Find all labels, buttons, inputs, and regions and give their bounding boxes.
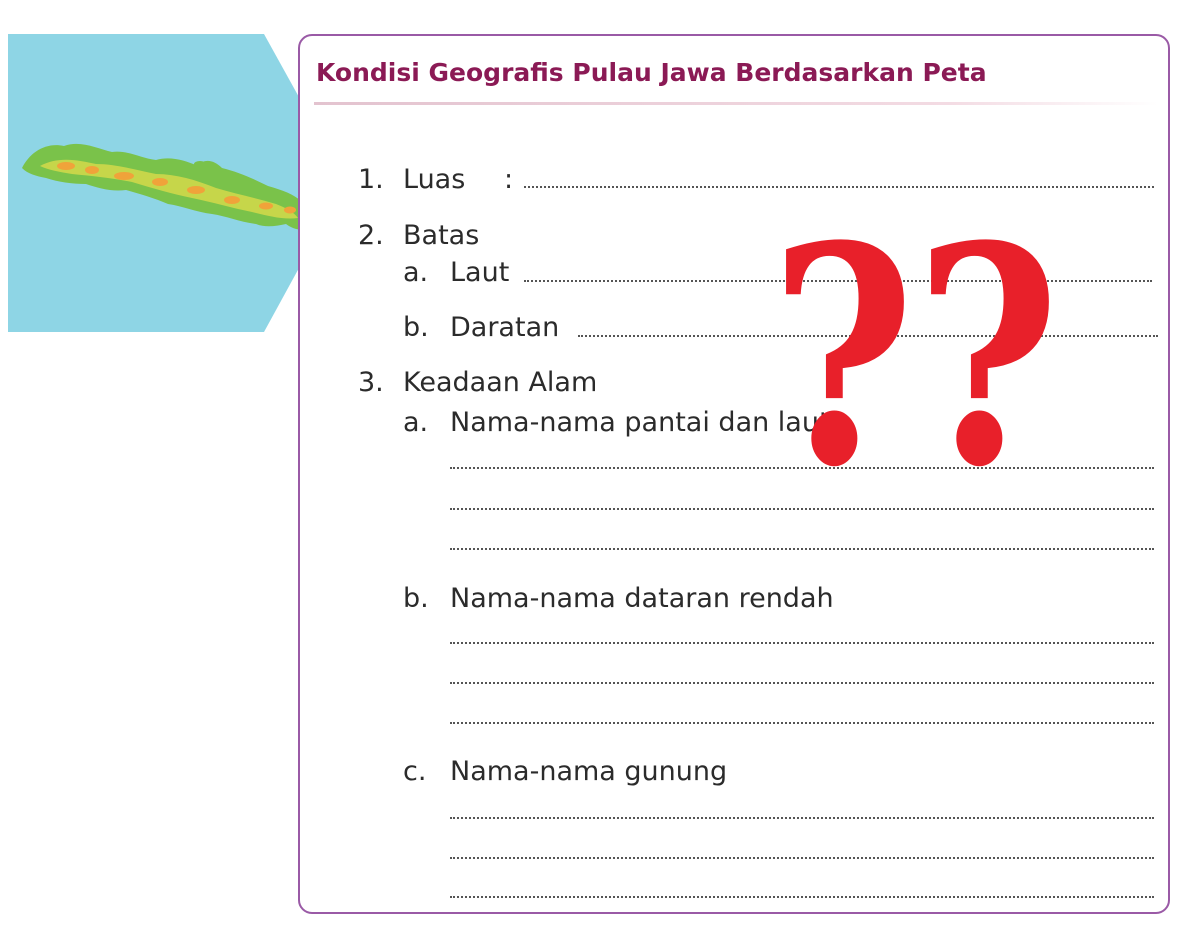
pantai-answer-line[interactable] <box>450 548 1154 550</box>
gunung-answer-line[interactable] <box>450 896 1154 898</box>
item-3-number: 3. <box>358 367 384 398</box>
item-keadaan-alam-label: Keadaan Alam <box>403 367 598 398</box>
item-2-number: 2. <box>358 220 384 251</box>
dataran-answer-line[interactable] <box>450 682 1154 684</box>
item-pantai-label: Nama-nama pantai dan laut <box>450 407 830 438</box>
item-laut-letter: a. <box>403 257 429 288</box>
gunung-answer-line[interactable] <box>450 817 1154 819</box>
item-luas-label: Luas <box>403 164 466 195</box>
item-luas-colon: : <box>504 164 514 195</box>
question-marks-text: ?? <box>770 180 1060 533</box>
item-gunung-letter: c. <box>403 756 427 787</box>
item-daratan-letter: b. <box>403 312 429 343</box>
question-marks-overlay <box>770 180 1060 533</box>
title-underline <box>314 102 1158 105</box>
worksheet-title: Kondisi Geografis Pulau Jawa Berdasarkan Peta <box>316 58 987 87</box>
item-dataran-label: Nama-nama dataran rendah <box>450 583 834 614</box>
gunung-answer-line[interactable] <box>450 857 1154 859</box>
item-1-number: 1. <box>358 164 384 195</box>
item-batas-label: Batas <box>403 220 480 251</box>
item-dataran-letter: b. <box>403 583 429 614</box>
dataran-answer-line[interactable] <box>450 642 1154 644</box>
item-daratan-label: Daratan <box>450 312 560 343</box>
item-gunung-label: Nama-nama gunung <box>450 756 728 787</box>
dataran-answer-line[interactable] <box>450 722 1154 724</box>
item-pantai-letter: a. <box>403 407 429 438</box>
item-laut-label: Laut <box>450 257 510 288</box>
